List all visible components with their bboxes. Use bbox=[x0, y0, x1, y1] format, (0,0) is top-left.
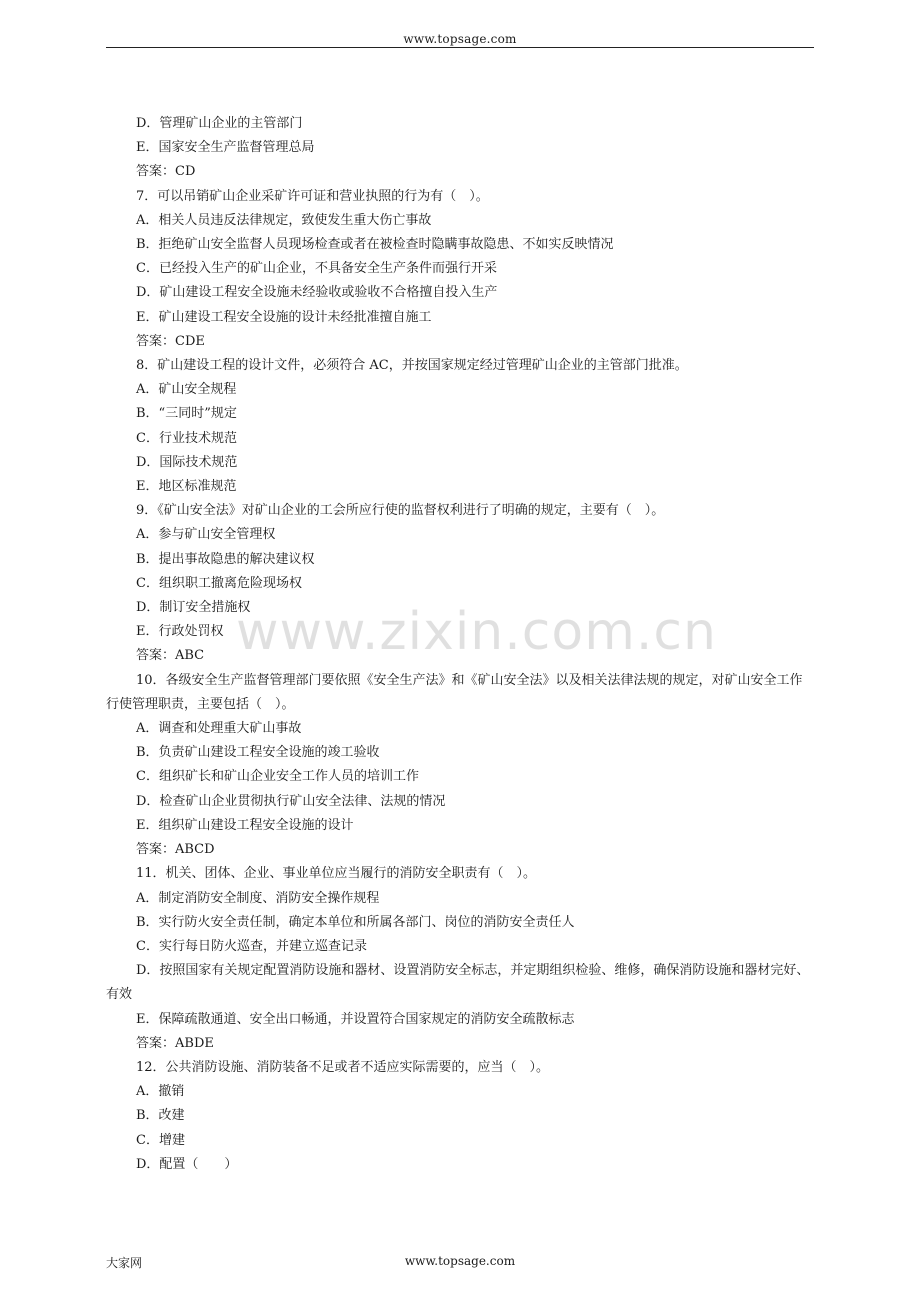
option-e-q8: E．地区标准规范 bbox=[136, 479, 237, 495]
option-a-q7: A．相关人员违反法律规定，致使发生重大伤亡事故 bbox=[136, 212, 432, 228]
option-c-q11: C．实行每日防火巡查，并建立巡查记录 bbox=[136, 938, 367, 954]
option-b-q7: B．拒绝矿山安全监督人员现场检查或者在被检查时隐瞒事故隐患、不如实反映情况 bbox=[136, 237, 614, 253]
option-c-q10: C．组织矿长和矿山企业安全工作人员的培训工作 bbox=[136, 769, 419, 785]
option-d-q9: D．制订安全措施权 bbox=[136, 600, 251, 616]
option-c-q9: C．组织职工撤离危险现场权 bbox=[136, 575, 302, 591]
option-b-q10: B．负责矿山建设工程安全设施的竣工验收 bbox=[136, 745, 380, 761]
question-9: 9．《矿山安全法》对矿山企业的工会所应行使的监督权利进行了明确的规定，主要有（ ）。 bbox=[136, 503, 665, 519]
document-body bbox=[106, 112, 814, 1177]
option-a-q11: A．制定消防安全制度、消防安全操作规程 bbox=[136, 890, 380, 906]
option-e-q10: E．组织矿山建设工程安全设施的设计 bbox=[136, 817, 354, 833]
footer-site-name: 大家网 bbox=[106, 1256, 143, 1270]
option-b-q11: B．实行防火安全责任制，确定本单位和所属各部门、岗位的消防安全责任人 bbox=[136, 914, 575, 930]
question-12: 12．公共消防设施、消防装备不足或者不适应实际需要的，应当（ ）。 bbox=[136, 1059, 550, 1075]
option-e-q11: E．保障疏散通道、安全出口畅通，并设置符合国家规定的消防安全疏散标志 bbox=[136, 1011, 575, 1027]
option-d-q12: D．配置（ ） bbox=[136, 1156, 238, 1172]
option-d-q8: D．国际技术规范 bbox=[136, 454, 238, 470]
answer-q6: 答案：CD bbox=[136, 164, 196, 180]
footer-url: www.topsage.com bbox=[404, 1254, 516, 1268]
option-a-q10: A．调查和处理重大矿山事故 bbox=[136, 721, 302, 737]
option-e-q9: E．行政处罚权 bbox=[136, 624, 224, 640]
option-d-q11: D．按照国家有关规定配置消防设施和器材、设置消防安全标志，并定期组织检验、维修，确保消防设施和器材完好、有效 bbox=[106, 963, 810, 1003]
option-c-q12: C．增建 bbox=[136, 1132, 185, 1148]
option-e-q7: E．矿山建设工程安全设施的设计未经批准擅自施工 bbox=[136, 309, 432, 325]
option-a-q9: A．参与矿山安全管理权 bbox=[136, 527, 276, 543]
option-d-q6: D．管理矿山企业的主管部门 bbox=[136, 116, 303, 131]
option-b-q8: B．“三同时”规定 bbox=[136, 406, 237, 422]
answer-q10: 答案：ABCD bbox=[136, 842, 215, 858]
answer-q7: 答案：CDE bbox=[136, 333, 205, 349]
option-b-q9: B．提出事故隐患的解决建议权 bbox=[136, 551, 315, 567]
watermark: www.zixin.com.cn bbox=[236, 602, 717, 662]
option-a-q12: A．撤销 bbox=[136, 1084, 185, 1100]
header-url: www.topsage.com bbox=[403, 32, 517, 46]
option-e-q6: E．国家安全生产监督管理总局 bbox=[136, 140, 315, 156]
question-10: 10．各级安全生产监督管理部门要依照《安全生产法》和《矿山安全法》以及相关法律法规的规定，对矿山安全工作行使管理职责，主要包括（ ）。 bbox=[106, 672, 803, 712]
option-c-q8: C．行业技术规范 bbox=[136, 430, 237, 446]
answer-q9: 答案：ABC bbox=[136, 648, 205, 664]
question-8: 8．矿山建设工程的设计文件，必须符合 AC，并按国家规定经过管理矿山企业的主管部门批准。 bbox=[136, 358, 688, 374]
option-d-q7: D．矿山建设工程安全设施未经验收或验收不合格擅自投入生产 bbox=[136, 285, 498, 301]
option-a-q8: A．矿山安全规程 bbox=[136, 382, 237, 398]
option-c-q7: C．已经投入生产的矿山企业，不具备安全生产条件而强行开采 bbox=[136, 261, 497, 277]
option-d-q10: D．检查矿山企业贯彻执行矿山安全法律、法规的情况 bbox=[136, 793, 446, 809]
question-7: 7．可以吊销矿山企业采矿许可证和营业执照的行为有（ ）。 bbox=[136, 188, 489, 204]
header-rule bbox=[106, 47, 814, 48]
option-b-q12: B．改建 bbox=[136, 1108, 185, 1124]
answer-q11: 答案：ABDE bbox=[136, 1035, 214, 1051]
question-11: 11．机关、团体、企业、事业单位应当履行的消防安全职责有（ ）。 bbox=[136, 866, 537, 882]
